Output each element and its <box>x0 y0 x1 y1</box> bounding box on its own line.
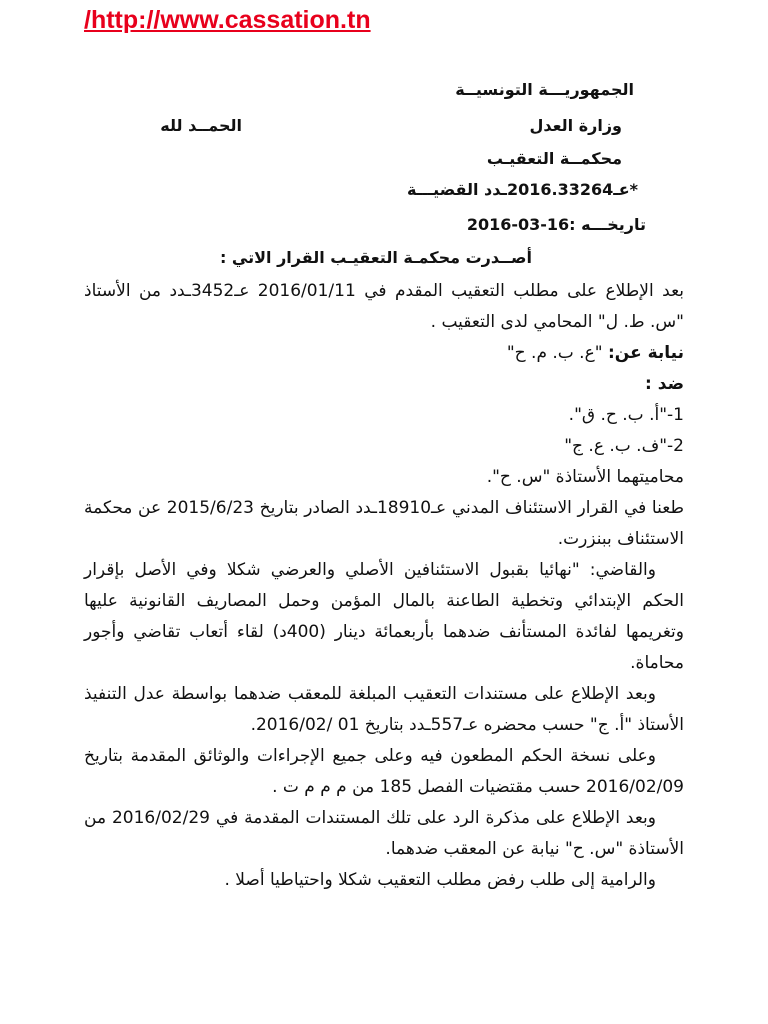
lawyer-line: محاميتهما الأستاذة "س. ح". <box>486 467 684 487</box>
case-number: *عـ2016.33264ـدد القضيـــة <box>407 180 638 199</box>
party-2: 2-"ف. ب. ع. ج" <box>564 436 684 456</box>
paragraph-notification: وبعد الإطلاع على مستندات التعقيب المبلغة للمعقب ضدهما بواسطة عدل التنفيذ الأستاذ "أ. ج" حسب محضره عـ557ـدد بتاريخ 01 /2016/02. <box>84 684 684 735</box>
on-behalf-label: نيابة عن: <box>607 343 684 363</box>
source-url-link[interactable]: /http://www.cassation.tn <box>84 6 371 34</box>
paragraph-appeal: طعنا في القرار الاستئناف المدني عـ18910ـدد الصادر بتاريخ 2015/6/23 عن محكمة الاستئناف ببنزرت. <box>84 498 684 549</box>
paragraph-ruling: والقاضي: "نهائيا بقبول الاستئنافين الأصلي والعرضي شكلا وفي الأصل بإقرار الحكم الإبتدائي وتخطية الطاعنة بالمال المؤمن وحمل المصاريف القانونية عليها وتغريمها لفائدة المستأنف ضدهما بأربعمائة دينار (400د) لقاء أتعاب تقاضي وأجور محاماة. <box>84 560 684 673</box>
verdict-intro: أصــدرت محكمـة التعقيـب القرار الاتي : <box>219 248 532 267</box>
paragraph-filing: بعد الإطلاع على مطلب التعقيب المقدم في 2016/01/11 عـ3452ـدد من الأستاذ "س. ط. ل" المحامي لدى التعقيب . <box>84 281 685 332</box>
judgment-body <box>84 276 684 896</box>
praise-heading: الحمــد لله <box>160 116 242 135</box>
against-label: ضد : <box>645 374 684 394</box>
ministry-heading: وزارة العدل <box>529 116 622 135</box>
paragraph-documents: وعلى نسخة الحكم المطعون فيه وعلى جميع الإجراءات والوثائق المقدمة بتاريخ 2016/02/09 حسب مقتضيات الفصل 185 من م م م ت . <box>84 746 684 797</box>
republic-heading: الجمهوريـــة التونسيــة <box>455 80 634 99</box>
paragraph-response: وبعد الإطلاع على مذكرة الرد على تلك المستندات المقدمة في 2016/02/29 من الأستاذة "س. ح" نيابة عن المعقب ضدهما. <box>84 808 684 859</box>
court-heading: محكمــة التعقيـب <box>486 149 622 168</box>
on-behalf-line <box>84 338 684 369</box>
case-date: تاريخـــه :16-03-2016 <box>466 215 646 234</box>
paragraph-request: والرامية إلى طلب رفض مطلب التعقيب شكلا واحتياطيا أصلا . <box>224 870 656 890</box>
party-1: 1-"أ. ب. ح. ق". <box>568 405 684 425</box>
on-behalf-value: "ع. ب. م. ح" <box>506 343 608 363</box>
